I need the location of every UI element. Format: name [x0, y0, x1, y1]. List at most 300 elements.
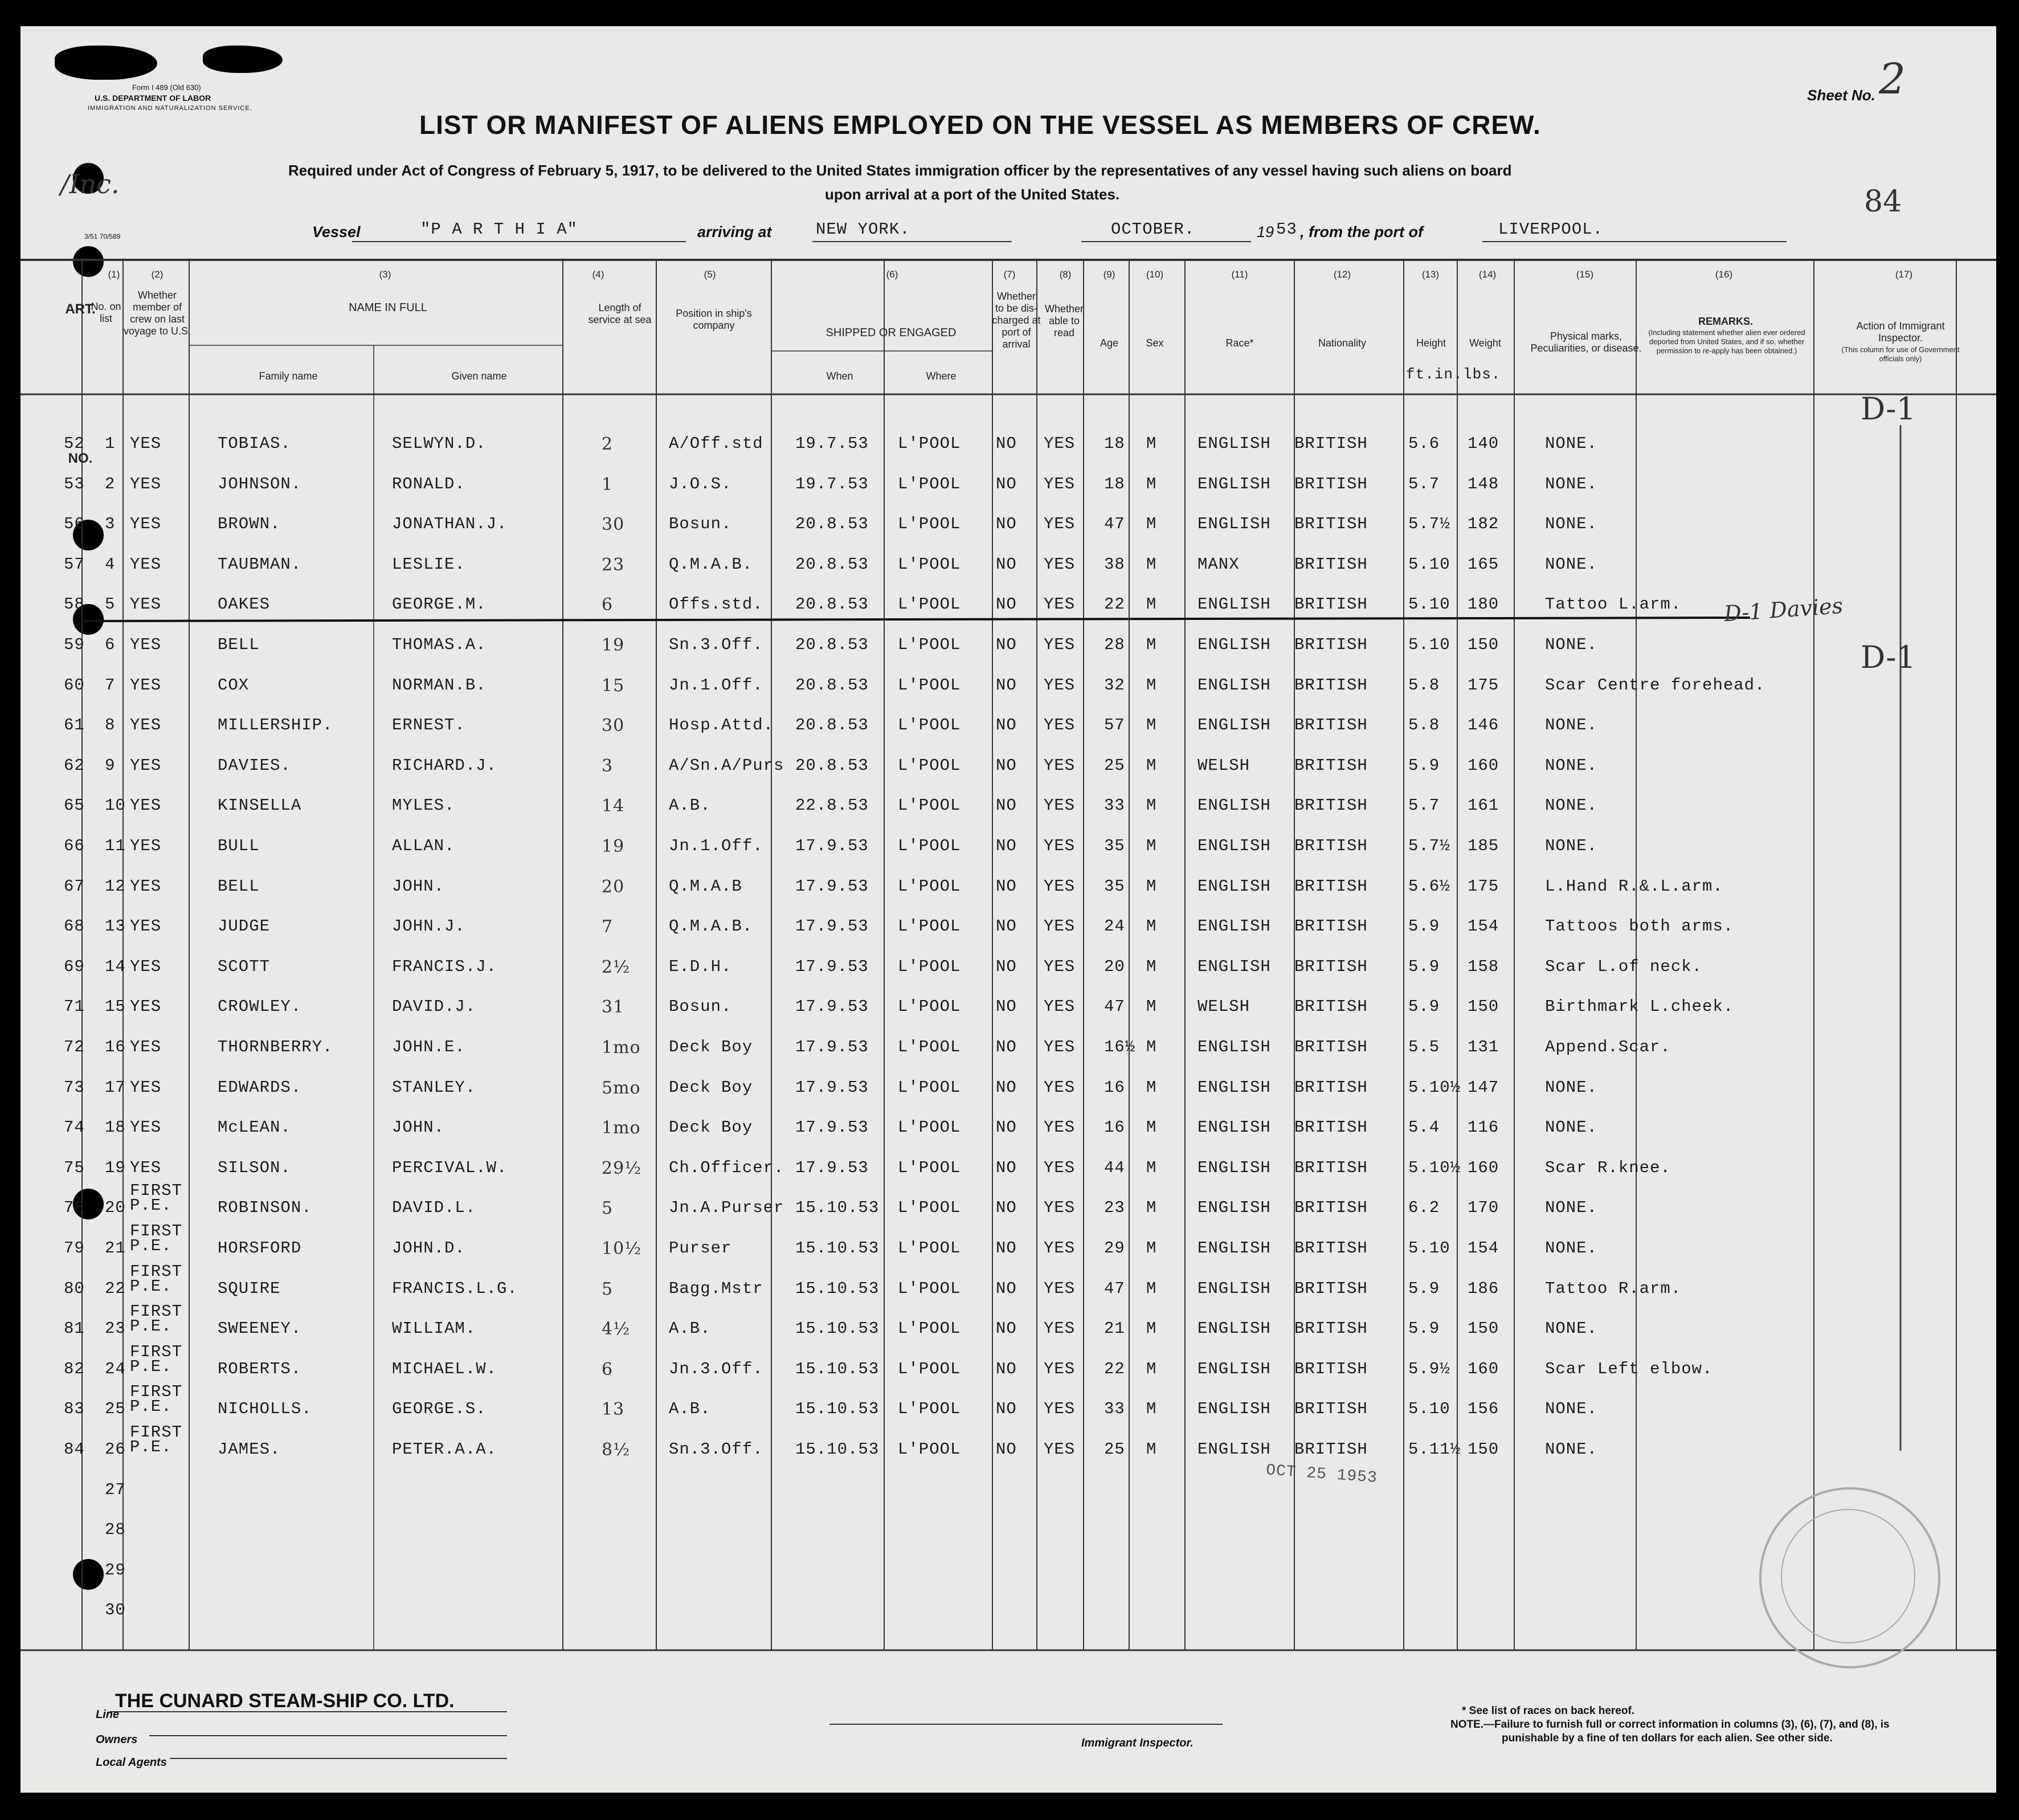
row-position: Jn.A.Purser: [669, 1198, 784, 1217]
service-name: IMMIGRATION AND NATURALIZATION SERVICE.: [88, 105, 252, 112]
row-art-number: 80: [64, 1279, 85, 1298]
row-discharged: NO: [996, 1078, 1017, 1097]
row-when: 20.8.53: [795, 676, 869, 695]
row-family-name: SQUIRE: [218, 1279, 281, 1298]
row-physical-marks: NONE.: [1545, 434, 1598, 453]
row-height: 5.7: [1408, 475, 1440, 493]
page-number: 84: [1864, 185, 1902, 219]
row-height: 5.7½: [1408, 515, 1450, 533]
row-physical-marks: Tattoos both arms.: [1545, 917, 1734, 936]
row-when: 15.10.53: [795, 1360, 880, 1378]
row-family-name: TOBIAS.: [218, 434, 291, 453]
row-able-read: YES: [1044, 1360, 1076, 1378]
colnum-1: (1): [108, 269, 120, 280]
row-family-name: EDWARDS.: [218, 1078, 302, 1097]
row-list-number: 24: [105, 1360, 126, 1378]
row-nationality: BRITISH: [1294, 1158, 1368, 1177]
row-physical-marks: Tattoo L.arm.: [1545, 595, 1682, 614]
row-list-number: 6: [105, 635, 116, 654]
row-given-name: LESLIE.: [392, 555, 465, 574]
row-where: L'POOL: [898, 1198, 961, 1217]
fine-note-1: NOTE.—Failure to furnish full or correct information in columns (3), (6), (7), and (8), is: [1450, 1719, 1890, 1731]
row-position: A/Sn.A/Purs: [669, 756, 784, 775]
row-nationality: BRITISH: [1294, 796, 1368, 815]
owners-label: Owners: [96, 1733, 138, 1746]
blank-row-number: 30: [105, 1601, 126, 1619]
row-weight: 156: [1468, 1399, 1499, 1418]
fine-note-2: punishable by a fine of ten dollars for each alien. See other side.: [1502, 1732, 1833, 1744]
year-prefix: 19: [1257, 223, 1274, 240]
row-when: 17.9.53: [795, 836, 869, 855]
col-whether-member: Whether member of crew on last voyage to U.S.: [123, 289, 191, 337]
row-position: Deck Boy: [669, 1078, 753, 1097]
row-discharged: NO: [996, 555, 1017, 574]
row-discharged: NO: [996, 1198, 1017, 1217]
row-weight: 158: [1468, 957, 1499, 976]
row-height: 5.9: [1408, 1279, 1440, 1298]
row-list-number: 17: [105, 1078, 126, 1097]
row-physical-marks: NONE.: [1545, 1239, 1598, 1258]
row-race: ENGLISH: [1197, 1078, 1271, 1097]
row-position: Jn.1.Off.: [669, 836, 763, 855]
row-length-service: 5: [602, 1279, 614, 1299]
row-weight: 150: [1468, 1440, 1499, 1459]
row-discharged: NO: [996, 877, 1017, 896]
colnum-8: (8): [1059, 269, 1072, 280]
row-art-number: 71: [64, 997, 85, 1016]
row-nationality: BRITISH: [1294, 1440, 1368, 1459]
row-position: Jn.3.Off.: [669, 1360, 763, 1378]
row-position: Q.M.A.B.: [669, 555, 753, 574]
row-discharged: NO: [996, 515, 1017, 533]
col-shipped: SHIPPED OR ENGAGED: [825, 327, 957, 339]
blank-row-number: 29: [105, 1561, 126, 1580]
row-sex: M: [1146, 555, 1157, 574]
row-sex: M: [1146, 997, 1157, 1016]
row-sex: M: [1146, 716, 1157, 734]
row-age: 38: [1104, 555, 1125, 574]
row-list-number: 9: [105, 756, 116, 775]
date-stamp: OCT 25 1953: [1265, 1462, 1378, 1487]
row-nationality: BRITISH: [1294, 957, 1368, 976]
row-race: ENGLISH: [1197, 1399, 1271, 1418]
row-list-number: 15: [105, 997, 126, 1016]
row-list-number: 10: [105, 796, 126, 815]
row-position: A.B.: [669, 796, 711, 815]
row-length-service: 30: [602, 716, 625, 736]
row-age: 25: [1104, 756, 1125, 775]
row-list-number: 7: [105, 676, 116, 695]
row-age: 20: [1104, 957, 1125, 976]
row-weight: 175: [1468, 676, 1499, 695]
row-given-name: DAVID.J.: [392, 997, 476, 1016]
row-list-number: 2: [105, 475, 116, 493]
row-member: FIRST P.E.: [130, 1262, 183, 1296]
row-nationality: BRITISH: [1294, 1279, 1368, 1298]
row-weight: 146: [1468, 716, 1499, 734]
col-art-no-label: NO.: [68, 451, 93, 466]
row-position: A.B.: [669, 1319, 711, 1338]
row-member: YES: [130, 676, 162, 695]
row-length-service: 5: [602, 1198, 614, 1218]
subtitle-line-1: Required under Act of Congress of February 5, 1917, to be delivered to the United States immigration officer by the representatives of any vessel having such aliens on board: [288, 162, 1512, 179]
row-given-name: JONATHAN.J.: [392, 515, 508, 533]
row-race: ENGLISH: [1197, 1279, 1271, 1298]
row-list-number: 23: [105, 1319, 126, 1338]
row-given-name: PETER.A.A.: [392, 1440, 497, 1459]
row-age: 29: [1104, 1239, 1125, 1258]
col-given-name: Given name: [451, 370, 507, 382]
row-member: YES: [130, 1118, 162, 1137]
action-mark-1: D-1: [1861, 391, 1916, 427]
col-weight: Weight: [1469, 337, 1501, 349]
row-race: ENGLISH: [1197, 1038, 1271, 1056]
colnum-17: (17): [1895, 269, 1913, 280]
row-family-name: JUDGE: [218, 917, 271, 936]
col-physical: Physical marks, Peculiarities, or disease.: [1530, 330, 1642, 354]
colnum-2: (2): [151, 269, 164, 280]
row-age: 25: [1104, 1440, 1125, 1459]
row-where: L'POOL: [898, 676, 961, 695]
row-able-read: YES: [1044, 1239, 1076, 1258]
row-race: ENGLISH: [1197, 836, 1271, 855]
row-art-number: 53: [64, 475, 85, 493]
blank-row-number: 27: [105, 1480, 126, 1499]
row-family-name: BELL: [218, 635, 260, 654]
row-race: ENGLISH: [1197, 1239, 1271, 1258]
row-member: YES: [130, 434, 162, 453]
row-sex: M: [1146, 877, 1157, 896]
row-weight: 175: [1468, 877, 1499, 896]
row-race: ENGLISH: [1197, 1440, 1271, 1459]
row-race: ENGLISH: [1197, 1198, 1271, 1217]
row-art-number: 59: [64, 635, 85, 654]
row-given-name: NORMAN.B.: [392, 676, 487, 695]
row-discharged: NO: [996, 836, 1017, 855]
row-where: L'POOL: [898, 434, 961, 453]
left-margin-mark: /Inc.: [60, 169, 120, 199]
row-weight: 160: [1468, 1360, 1499, 1378]
row-family-name: KINSELLA: [218, 796, 302, 815]
row-where: L'POOL: [898, 1279, 961, 1298]
row-sex: M: [1146, 957, 1157, 976]
row-able-read: YES: [1044, 1399, 1076, 1418]
row-race: ENGLISH: [1197, 716, 1271, 734]
row-when: 15.10.53: [795, 1239, 880, 1258]
vessel-label: Vessel: [312, 223, 361, 240]
row-art-number: 72: [64, 1038, 85, 1056]
row-sex: M: [1146, 796, 1157, 815]
row-sex: M: [1146, 515, 1157, 533]
row-age: 32: [1104, 676, 1125, 695]
row-position: Jn.1.Off.: [669, 676, 763, 695]
row-member: YES: [130, 796, 162, 815]
line-value: THE CUNARD STEAM-SHIP CO. LTD.: [115, 1690, 455, 1712]
row-sex: M: [1146, 836, 1157, 855]
row-art-number: 79: [64, 1239, 85, 1258]
row-where: L'POOL: [898, 515, 961, 533]
row-when: 15.10.53: [795, 1440, 880, 1459]
row-member: FIRST P.E.: [130, 1302, 183, 1336]
row-length-service: 30: [602, 515, 625, 534]
row-family-name: ROBERTS.: [218, 1360, 302, 1378]
row-member: YES: [130, 756, 162, 775]
row-able-read: YES: [1044, 1198, 1076, 1217]
row-able-read: YES: [1044, 716, 1076, 734]
colnum-9: (9): [1103, 269, 1115, 280]
height-unit: ft.in.: [1406, 366, 1463, 383]
row-age: 47: [1104, 997, 1125, 1016]
row-position: Bosun.: [669, 515, 732, 533]
row-height: 5.10: [1408, 1239, 1450, 1258]
row-where: L'POOL: [898, 997, 961, 1016]
colnum-10: (10): [1146, 269, 1164, 280]
row-able-read: YES: [1044, 1038, 1076, 1056]
row-discharged: NO: [996, 1319, 1017, 1338]
row-position: Ch.Officer.: [669, 1158, 784, 1177]
row-age: 24: [1104, 917, 1125, 936]
row-race: ENGLISH: [1197, 635, 1271, 654]
row-age: 28: [1104, 635, 1125, 654]
row-age: 16: [1104, 1118, 1125, 1137]
row-sex: M: [1146, 756, 1157, 775]
row-able-read: YES: [1044, 997, 1076, 1016]
row-sex: M: [1146, 676, 1157, 695]
page-title: LIST OR MANIFEST OF ALIENS EMPLOYED ON THE VESSEL AS MEMBERS OF CREW.: [419, 110, 1541, 140]
col-able-read: Whether able to read: [1044, 303, 1084, 338]
row-weight: 180: [1468, 595, 1499, 614]
row-art-number: 74: [64, 1118, 85, 1137]
row-where: L'POOL: [898, 1078, 961, 1097]
row-weight: 147: [1468, 1078, 1499, 1097]
row-list-number: 8: [105, 716, 116, 734]
row-able-read: YES: [1044, 957, 1076, 976]
row-given-name: WILLIAM.: [392, 1319, 476, 1338]
row-list-number: 4: [105, 555, 116, 574]
row-weight: 160: [1468, 756, 1499, 775]
row-position: Sn.3.Off.: [669, 635, 763, 654]
row-when: 20.8.53: [795, 515, 869, 533]
row-member: FIRST P.E.: [130, 1423, 183, 1456]
row-length-service: 14: [602, 796, 625, 816]
row-where: L'POOL: [898, 917, 961, 936]
row-member: YES: [130, 635, 162, 654]
row-art-number: 69: [64, 957, 85, 976]
col-remarks-note: (Including statement whether alien ever ordered deported from United States, and if so, whether permission to re-apply has been obtained.): [1648, 328, 1805, 355]
row-weight: 154: [1468, 917, 1499, 936]
row-able-read: YES: [1044, 1279, 1076, 1298]
row-sex: M: [1146, 917, 1157, 936]
row-member: FIRST P.E.: [130, 1222, 183, 1255]
row-given-name: JOHN.: [392, 1118, 445, 1137]
row-art-number: 62: [64, 756, 85, 775]
arriving-port: NEW YORK.: [816, 220, 910, 239]
row-race: MANX: [1197, 555, 1240, 574]
row-physical-marks: Scar R.knee.: [1545, 1158, 1671, 1177]
row-height: 5.10: [1408, 1399, 1450, 1418]
row-length-service: 20: [602, 877, 625, 897]
subtitle-line-2: upon arrival at a port of the United States.: [825, 186, 1120, 203]
row-position: A.B.: [669, 1399, 711, 1418]
row-physical-marks: NONE.: [1545, 1319, 1598, 1338]
row-discharged: NO: [996, 475, 1017, 493]
row-family-name: HORSFORD: [218, 1239, 302, 1258]
row-when: 17.9.53: [795, 997, 869, 1016]
row-height: 5.10½: [1408, 1158, 1461, 1177]
colnum-5: (5): [704, 269, 716, 280]
row-member: YES: [130, 1078, 162, 1097]
col-sex: Sex: [1146, 337, 1164, 349]
row-height: 5.11½: [1408, 1440, 1461, 1459]
row-race: ENGLISH: [1197, 917, 1271, 936]
row-when: 20.8.53: [795, 716, 869, 734]
row-art-number: 84: [64, 1440, 85, 1459]
row-family-name: BELL: [218, 877, 260, 896]
row-discharged: NO: [996, 1279, 1017, 1298]
row-list-number: 22: [105, 1279, 126, 1298]
row-weight: 186: [1468, 1279, 1499, 1298]
row-sex: M: [1146, 1440, 1157, 1459]
row-where: L'POOL: [898, 1440, 961, 1459]
row-where: L'POOL: [898, 957, 961, 976]
row-able-read: YES: [1044, 836, 1076, 855]
row-nationality: BRITISH: [1294, 1118, 1368, 1137]
row-discharged: NO: [996, 997, 1017, 1016]
row-physical-marks: NONE.: [1545, 796, 1598, 815]
row-where: L'POOL: [898, 1038, 961, 1056]
row-sex: M: [1146, 1118, 1157, 1137]
row-where: L'POOL: [898, 836, 961, 855]
row-nationality: BRITISH: [1294, 1239, 1368, 1258]
row-length-service: 19: [602, 635, 625, 655]
row-height: 5.5: [1408, 1038, 1440, 1056]
row-able-read: YES: [1044, 475, 1076, 493]
row-physical-marks: NONE.: [1545, 635, 1598, 654]
row-height: 5.7½: [1408, 836, 1450, 855]
row-where: L'POOL: [898, 796, 961, 815]
action-mark-2: D-1: [1861, 639, 1916, 675]
row-family-name: McLEAN.: [218, 1118, 291, 1137]
row-height: 5.10: [1408, 635, 1450, 654]
row-able-read: YES: [1044, 555, 1076, 574]
row-height: 6.2: [1408, 1198, 1440, 1217]
row-sex: M: [1146, 1239, 1157, 1258]
row-when: 17.9.53: [795, 1158, 869, 1177]
row-physical-marks: NONE.: [1545, 1078, 1598, 1097]
row-given-name: JOHN.D.: [392, 1239, 465, 1258]
row-position: J.O.S.: [669, 475, 732, 493]
row-member: YES: [130, 957, 162, 976]
row-member: YES: [130, 595, 162, 614]
row-member: YES: [130, 836, 162, 855]
row-height: 5.9: [1408, 957, 1440, 976]
row-where: L'POOL: [898, 595, 961, 614]
row-length-service: 23: [602, 555, 625, 575]
row-race: ENGLISH: [1197, 1360, 1271, 1378]
row-discharged: NO: [996, 716, 1017, 734]
row-length-service: 31: [602, 997, 625, 1017]
row-when: 15.10.53: [795, 1198, 880, 1217]
row-sex: M: [1146, 1319, 1157, 1338]
col-no-on-list: No. on list: [91, 301, 121, 324]
row-length-service: 3: [602, 756, 614, 776]
left-code: 3/51 70/589: [84, 232, 121, 240]
row-art-number: 57: [64, 555, 85, 574]
row-nationality: BRITISH: [1294, 836, 1368, 855]
row-when: 17.9.53: [795, 1078, 869, 1097]
row-sex: M: [1146, 1038, 1157, 1056]
row-position: Deck Boy: [669, 1118, 753, 1137]
row-length-service: 10½: [602, 1239, 642, 1259]
row-where: L'POOL: [898, 1319, 961, 1338]
col-age: Age: [1100, 337, 1119, 349]
row-art-number: 61: [64, 716, 85, 734]
row-family-name: CROWLEY.: [218, 997, 302, 1016]
from-label: , from the port of: [1300, 223, 1423, 240]
row-height: 5.4: [1408, 1118, 1440, 1137]
row-weight: 150: [1468, 1319, 1499, 1338]
row-weight: 154: [1468, 1239, 1499, 1258]
row-given-name: STANLEY.: [392, 1078, 476, 1097]
row-length-service: 29½: [602, 1158, 642, 1178]
row-when: 17.9.53: [795, 957, 869, 976]
row-nationality: BRITISH: [1294, 917, 1368, 936]
row-member: FIRST P.E.: [130, 1342, 183, 1376]
row-where: L'POOL: [898, 1239, 961, 1258]
row-discharged: NO: [996, 1158, 1017, 1177]
row-nationality: BRITISH: [1294, 997, 1368, 1016]
row-nationality: BRITISH: [1294, 515, 1368, 533]
row-given-name: FRANCIS.J.: [392, 957, 497, 976]
row-position: A/Off.std: [669, 434, 763, 453]
row-list-number: 1: [105, 434, 116, 453]
row-height: 5.9: [1408, 997, 1440, 1016]
row-art-number: 68: [64, 917, 85, 936]
row-position: E.D.H.: [669, 957, 732, 976]
row-able-read: YES: [1044, 595, 1076, 614]
row-list-number: 3: [105, 515, 116, 533]
row-when: 15.10.53: [795, 1399, 880, 1418]
row-age: 22: [1104, 595, 1125, 614]
consular-seal-inner: [1781, 1509, 1915, 1643]
row-given-name: FRANCIS.L.G.: [392, 1279, 518, 1298]
row-weight: 170: [1468, 1198, 1499, 1217]
agents-label: Local Agents: [96, 1756, 167, 1769]
blank-row-number: 28: [105, 1520, 126, 1539]
row-member: YES: [130, 555, 162, 574]
colnum-6: (6): [886, 269, 898, 280]
row-physical-marks: Scar Centre forehead.: [1545, 676, 1765, 695]
row-weight: 150: [1468, 635, 1499, 654]
row-given-name: ERNEST.: [392, 716, 465, 734]
row-when: 20.8.53: [795, 635, 869, 654]
row-given-name: SELWYN.D.: [392, 434, 487, 453]
row-physical-marks: Scar Left elbow.: [1545, 1360, 1713, 1378]
row-position: Deck Boy: [669, 1038, 753, 1056]
row-length-service: 5mo: [602, 1078, 641, 1098]
row-sex: M: [1146, 1399, 1157, 1418]
row-list-number: 25: [105, 1399, 126, 1418]
row-physical-marks: NONE.: [1545, 756, 1598, 775]
row-height: 5.8: [1408, 676, 1440, 695]
row-member: YES: [130, 1038, 162, 1056]
year-suffix: 53: [1276, 220, 1297, 239]
row-where: L'POOL: [898, 635, 961, 654]
row-list-number: 14: [105, 957, 126, 976]
col-action-note: (This column for use of Government officials only): [1841, 345, 1960, 363]
row-family-name: BULL: [218, 836, 260, 855]
row-able-read: YES: [1044, 1118, 1076, 1137]
